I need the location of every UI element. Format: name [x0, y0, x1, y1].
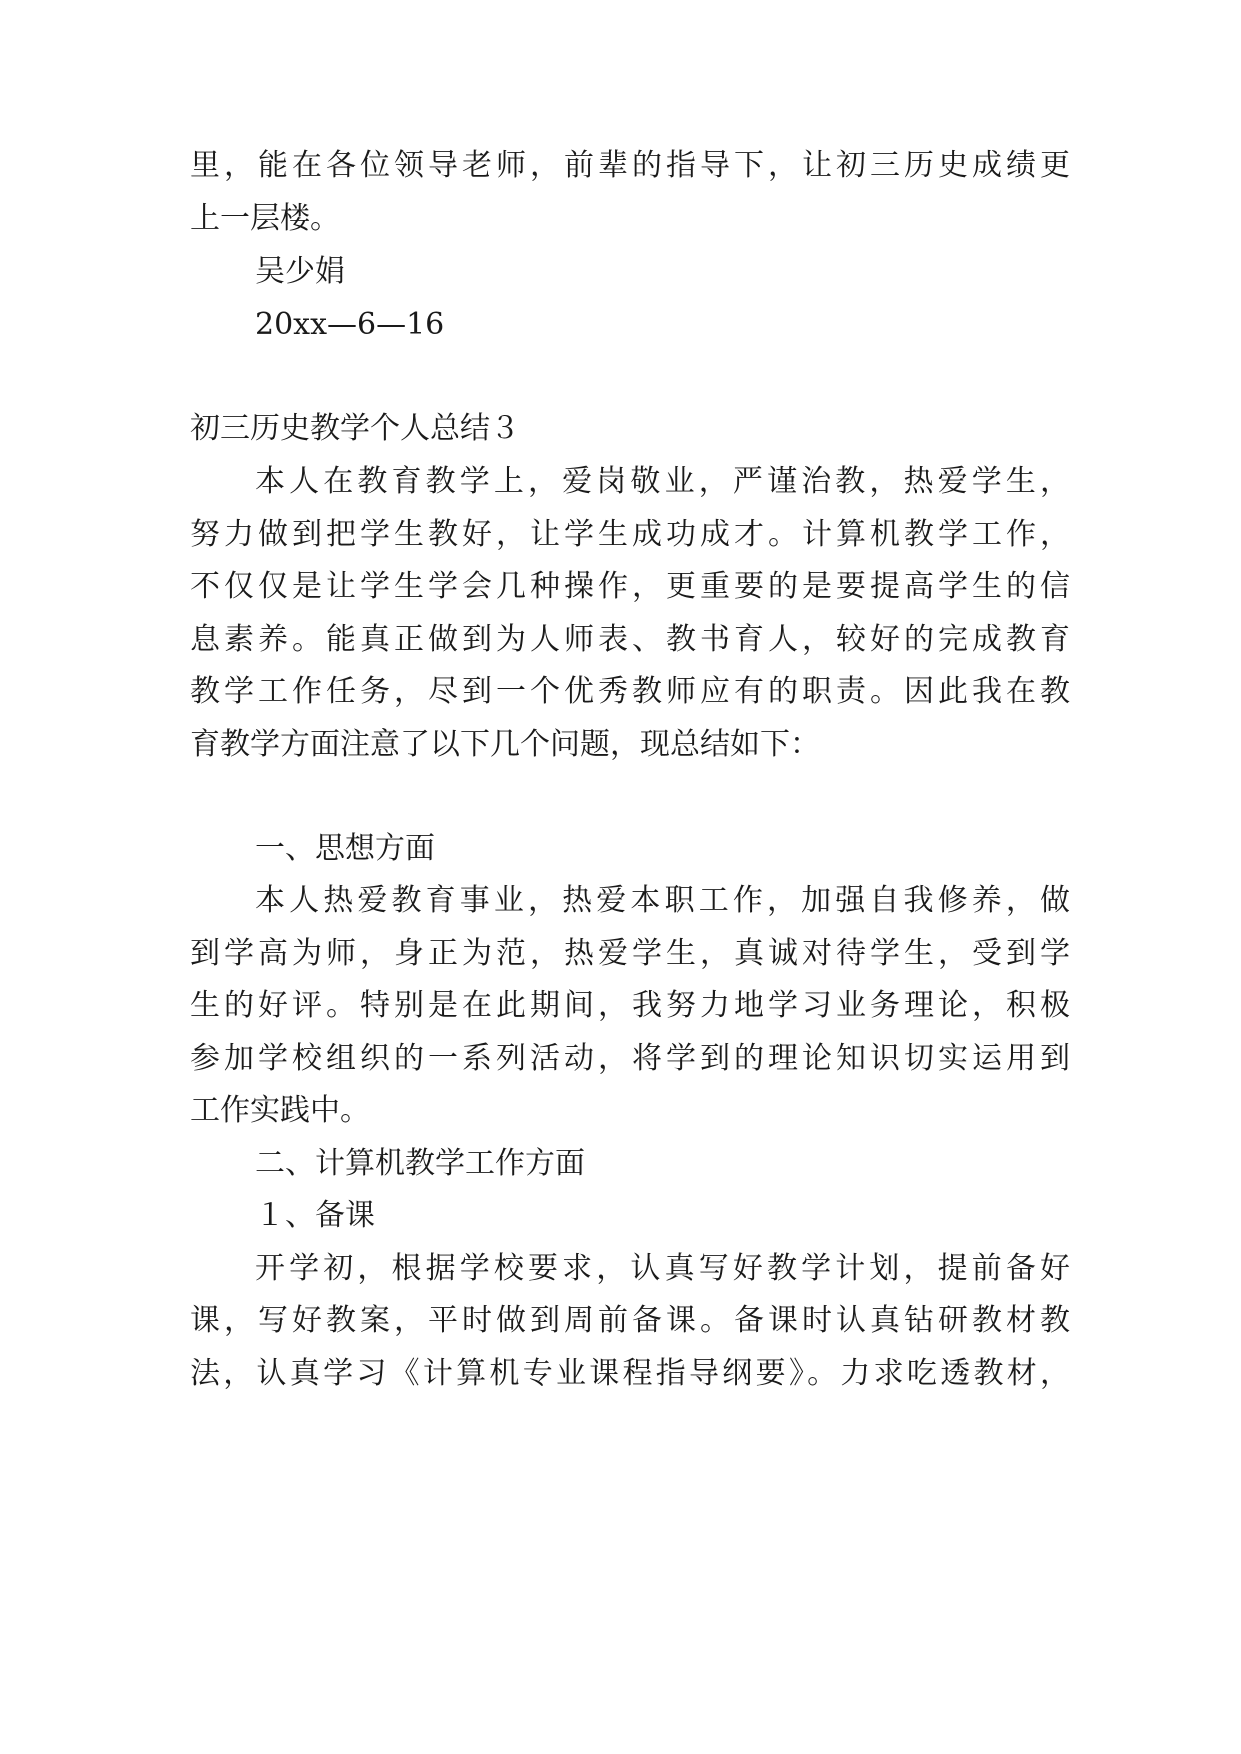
intro-line-4: 息素养。能真正做到为人师表、教书育人，较好的完成教育 — [190, 622, 1070, 657]
thought-line-2: 到学高为师，身正为范，热爱学生，真诚对待学生，受到学 — [190, 936, 1070, 971]
signature-date: 20xx—6—16 — [255, 307, 445, 342]
signature-name: 吴少娟 — [255, 254, 345, 289]
thought-line-5: 工作实践中。 — [190, 1093, 370, 1128]
thought-line-4: 参加学校组织的一系列活动，将学到的理论知识切实运用到 — [190, 1041, 1070, 1076]
heading-thought: 一、思想方面 — [255, 831, 435, 866]
prep-line-3: 法，认真学习《计算机专业课程指导纲要》。力求吃透教材， — [190, 1356, 1070, 1391]
prev-ending-line-1: 里，能在各位领导老师，前辈的指导下，让初三历史成绩更 — [190, 148, 1070, 183]
heading-computer-teaching: 二、计算机教学工作方面 — [255, 1146, 585, 1181]
thought-line-1: 本人热爱教育事业，热爱本职工作，加强自我修养，做 — [255, 883, 1070, 918]
intro-line-5: 教学工作任务，尽到一个优秀教师应有的职责。因此我在教 — [190, 674, 1070, 709]
prep-line-2: 课，写好教案，平时做到周前备课。备课时认真钻研教材教 — [190, 1303, 1070, 1338]
prev-ending-line-2: 上一层楼。 — [190, 201, 340, 236]
intro-line-2: 努力做到把学生教好，让学生成功成才。计算机教学工作， — [190, 517, 1070, 552]
intro-line-1: 本人在教育教学上，爱岗敬业，严谨治教，热爱学生， — [255, 464, 1070, 499]
sub-heading-lesson-prep: １、备课 — [255, 1198, 375, 1233]
section-title: 初三历史教学个人总结３ — [190, 411, 520, 446]
intro-line-3: 不仅仅是让学生学会几种操作，更重要的是要提高学生的信 — [190, 569, 1070, 604]
intro-line-6: 育教学方面注意了以下几个问题，现总结如下： — [190, 727, 820, 762]
thought-line-3: 生的好评。特别是在此期间，我努力地学习业务理论，积极 — [190, 988, 1070, 1023]
prep-line-1: 开学初，根据学校要求，认真写好教学计划，提前备好 — [255, 1251, 1070, 1286]
